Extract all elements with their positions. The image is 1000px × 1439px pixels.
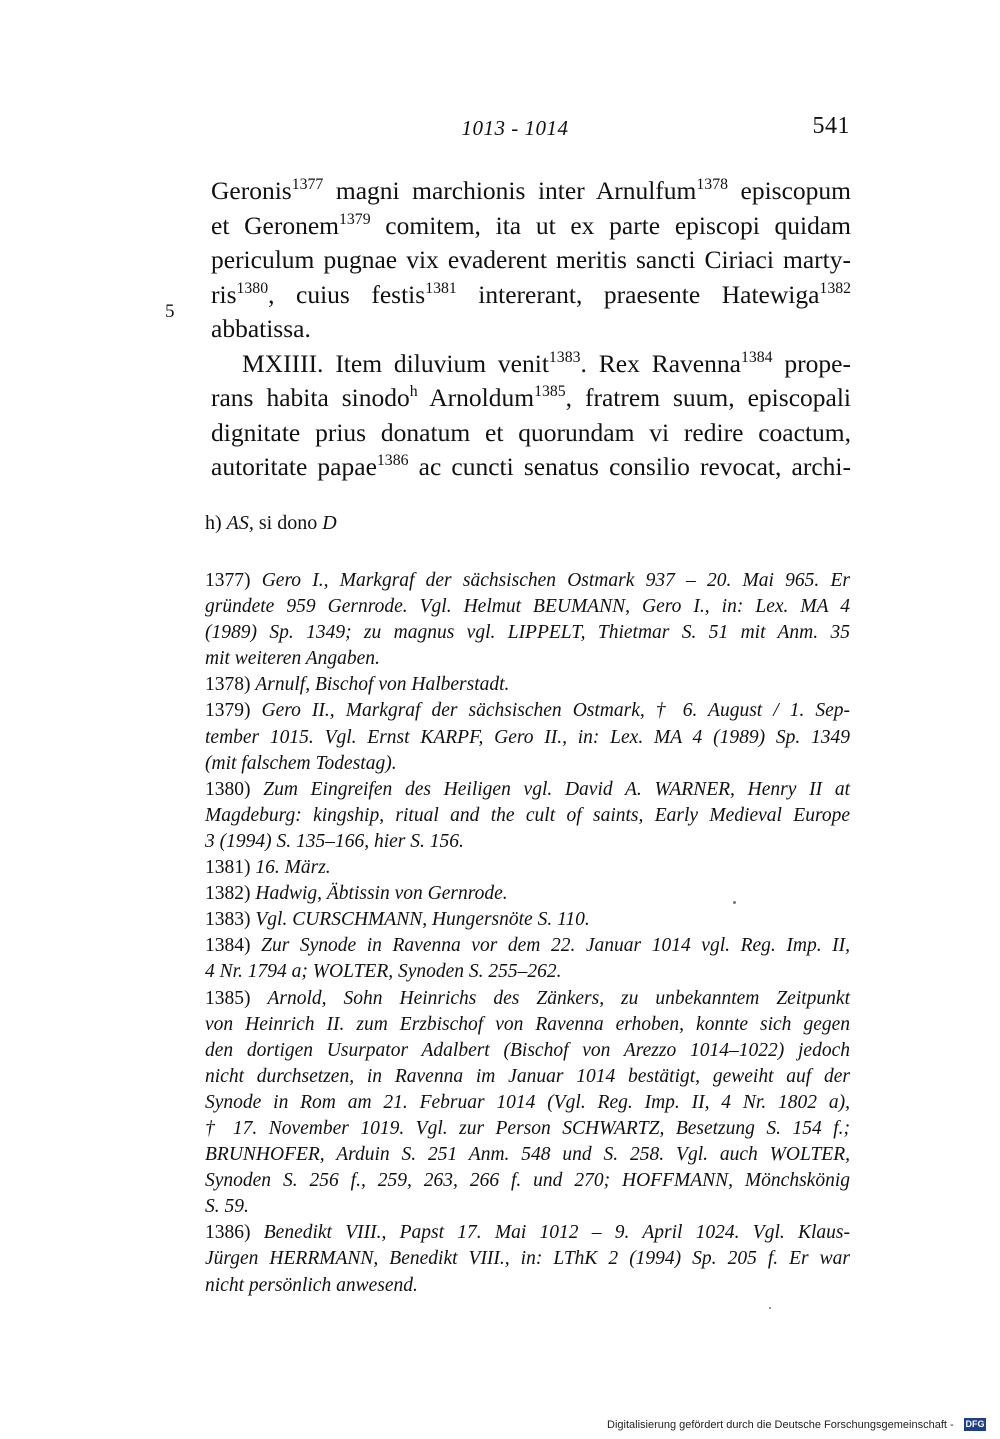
footnote-line	[205, 594, 850, 620]
footnote-text: Synode in Rom am 21. Februar 1014 (Vgl. Reg. Imp. II, 4 Nr. 1802 a),	[205, 1091, 850, 1113]
footnote-line	[205, 959, 850, 985]
footnote-number: 1386)	[205, 1222, 251, 1244]
text-line	[211, 278, 851, 313]
footnote-line	[205, 855, 850, 881]
footnote	[205, 933, 850, 985]
footnote-text: S. 59.	[205, 1196, 249, 1218]
footnote-text: nicht durchsetzen, in Ravenna im Januar 1014 bestätigt, geweiht auf der	[205, 1065, 850, 1087]
text-segment: autoritate papae	[211, 452, 377, 481]
footnote-number: 1380)	[205, 778, 251, 800]
digitization-note: Digitalisierung gefördert durch die Deutsche Forschungsgemeinschaft -	[607, 1419, 954, 1431]
footnote-number: 1385)	[205, 987, 251, 1009]
text-segment: magni marchionis inter Arnulfum	[323, 176, 697, 205]
footnote-line	[205, 1194, 850, 1220]
footnote-number: 1383)	[205, 909, 251, 931]
footnote-number: 1384)	[205, 935, 251, 957]
footnote-text: den dortigen Usurpator Adalbert (Bischof von Arezzo 1014–1022) jedoch	[205, 1039, 850, 1061]
footnote-line	[205, 1012, 850, 1038]
running-head: 1013 - 1014	[461, 116, 569, 140]
footnote	[205, 568, 850, 672]
text-segment: , fratrem suum, episcopali	[565, 383, 851, 412]
footnote-reference: 1377	[291, 176, 324, 194]
scan-speck	[733, 901, 736, 904]
footnote-text: BRUNHOFER, Arduin S. 251 Anm. 548 und S. 258. Vgl. auch WOLTER,	[205, 1144, 850, 1166]
text-line	[211, 416, 851, 451]
footnote-text: tember 1015. Vgl. Ernst KARPF, Gero II., in: Lex. MA 4 (1989) Sp. 1349	[205, 726, 850, 748]
text-segment: Arnoldum	[417, 383, 535, 412]
text-line	[211, 174, 851, 209]
footnote-line	[205, 803, 850, 829]
footnote-line	[205, 881, 850, 907]
footnote-line	[205, 568, 850, 594]
footnote-line	[205, 933, 850, 959]
footnote-reference: 1378	[696, 176, 728, 194]
footnote-line	[205, 1116, 850, 1142]
footnote-text: Vgl. CURSCHMANN, Hungersnöte S. 110.	[255, 909, 590, 931]
footnote-line	[205, 777, 850, 803]
footnote-text: Zum Eingreifen des Heiligen vgl. David A. WARNER, Henry II at	[263, 778, 850, 800]
footnote-text: 4 Nr. 1794 a; WOLTER, Synoden S. 255–262.	[205, 961, 562, 983]
footnote-text: Gero I., Markgraf der sächsischen Ostmark 937 – 20. Mai 965. Er	[261, 570, 850, 591]
footnote-number: 1379)	[205, 700, 251, 722]
footnote-number: 1378)	[205, 674, 251, 696]
footnote-line	[205, 1090, 850, 1116]
footnote-text: Zur Synode in Ravenna vor dem 22. Januar 1014 vgl. Reg. Imp. II,	[261, 935, 851, 957]
text-segment: Geronis	[211, 176, 292, 205]
footnote	[205, 986, 850, 1221]
text-segment: et Geronem	[211, 210, 339, 240]
footnote-text: Hadwig, Äbtissin von Gernrode.	[255, 883, 508, 905]
footnote-line	[205, 1273, 850, 1299]
footnote-line	[205, 646, 850, 672]
footnote-line	[205, 1064, 850, 1090]
footnote-text: mit weiteren Angaben.	[205, 648, 380, 670]
text-segment: rans habita sinodo	[211, 383, 410, 412]
text-segment: prope-	[772, 348, 851, 378]
text-line	[211, 381, 851, 416]
footnote-text: nicht persönlich anwesend.	[205, 1274, 418, 1296]
apparatus-marker: h)	[205, 512, 222, 534]
footnote-line	[205, 1142, 850, 1168]
footnote-reference: 1385	[534, 383, 566, 401]
footnote-text: (1989) Sp. 1349; zu magnus vgl. LIPPELT, Thietmar S. 51 mit Anm. 35	[205, 622, 850, 644]
text-segment: MXIIII. Item diluvium venit	[242, 348, 549, 378]
footnote-reference: 1382	[819, 279, 852, 297]
text-line	[211, 450, 851, 485]
footnote	[205, 1220, 850, 1298]
footnote-text: von Heinrich II. zum Erzbischof von Ravenna erhoben, konnte sich gegen	[205, 1013, 850, 1035]
footnote-line	[205, 1038, 850, 1064]
text-segment: periculum pugnae vix evaderent meritis sancti Ciriaci marty-	[211, 245, 851, 274]
apparatus-sigla: AS,	[226, 512, 254, 534]
footnote-text: Magdeburg: kingship, ritual and the cult of saints, Early Medieval Europe	[205, 804, 850, 826]
text-segment: , cuius festis	[268, 279, 426, 309]
footnote-line	[205, 1246, 850, 1272]
text-segment: ris	[211, 279, 237, 309]
scan-speck	[769, 1307, 771, 1309]
footnote	[205, 855, 850, 881]
apparatus-sigla: D	[322, 512, 337, 534]
footnote-text: Arnold, Sohn Heinrichs des Zänkers, zu unbekanntem Zeitpunkt	[267, 987, 850, 1009]
footnote	[205, 698, 850, 776]
footnote-line	[205, 698, 850, 724]
line-number-marker: 5	[165, 301, 175, 322]
footnote-line	[205, 907, 850, 933]
text-segment: episcopum	[727, 176, 851, 205]
text-line	[211, 243, 851, 278]
footnote-line	[205, 1168, 850, 1194]
footnote	[205, 672, 850, 698]
footnote-line	[205, 829, 850, 855]
footnote-text: Jürgen HERRMANN, Benedikt VIII., in: LThK 2 (1994) Sp. 205 f. Er war	[205, 1248, 850, 1270]
footnote-text: † 17. November 1019. Vgl. zur Person SCHWARTZ, Besetzung S. 154 f.;	[205, 1117, 850, 1139]
footnote-line	[205, 620, 850, 646]
footnote-reference: 1381	[425, 279, 457, 297]
text-line	[211, 347, 851, 382]
footnote-reference: 1379	[339, 210, 371, 228]
footnote	[205, 777, 850, 855]
footnote-number: 1381)	[205, 857, 251, 879]
footnote	[205, 907, 850, 933]
footnote-line	[205, 986, 850, 1012]
footnote-text: 16. März.	[255, 857, 331, 879]
text-line	[211, 312, 851, 347]
footnote	[205, 881, 850, 907]
footnote-line	[205, 725, 850, 751]
footnote-text: (mit falschem Todestag).	[205, 752, 397, 774]
footnote-reference: 1386	[376, 452, 409, 470]
critical-apparatus	[205, 512, 337, 535]
footnote-line	[205, 672, 850, 698]
footnotes-block	[205, 568, 850, 1299]
page-number: 541	[812, 113, 850, 139]
main-text-block	[211, 174, 851, 485]
footnote-reference: 1380	[236, 279, 269, 297]
footnote-text: Arnulf, Bischof von Halberstadt.	[255, 674, 510, 696]
dfg-logo: DFG	[965, 1419, 985, 1429]
footnote-reference: h	[409, 383, 418, 401]
footnote-text: 3 (1994) S. 135–166, hier S. 156.	[205, 830, 464, 852]
text-segment: comitem, ita ut ex parte episcopi quidam	[370, 210, 852, 240]
footnote-text: gründete 959 Gernrode. Vgl. Helmut BEUMANN, Gero I., in: Lex. MA 4	[205, 596, 850, 618]
text-segment: intererant, praesente Hatewiga	[456, 279, 820, 309]
text-line	[211, 209, 851, 244]
footnote-reference: 1383	[548, 348, 581, 366]
footnote-line	[205, 751, 850, 777]
footnote-text: Synoden S. 256 f., 259, 263, 266 f. und 270; HOFFMANN, Mönchskönig	[205, 1170, 850, 1192]
apparatus-reading: si dono	[258, 512, 318, 534]
footnote-text: Gero II., Markgraf der sächsischen Ostmark, † 6. August / 1. Sep-	[261, 700, 851, 722]
text-segment: abbatissa.	[211, 314, 311, 343]
text-segment: dignitate prius donatum et quorundam vi redire coactum,	[211, 417, 851, 447]
text-segment: ac cuncti senatus consilio revocat, archi-	[408, 452, 851, 481]
footnote-text: Benedikt VIII., Papst 17. Mai 1012 – 9. April 1024. Vgl. Klaus-	[263, 1222, 850, 1244]
footnote-number: 1377)	[205, 570, 251, 591]
footnote-line	[205, 1220, 850, 1246]
footnote-reference: 1384	[740, 348, 773, 366]
text-segment: . Rex Ravenna	[580, 348, 741, 378]
footnote-number: 1382)	[205, 883, 251, 905]
